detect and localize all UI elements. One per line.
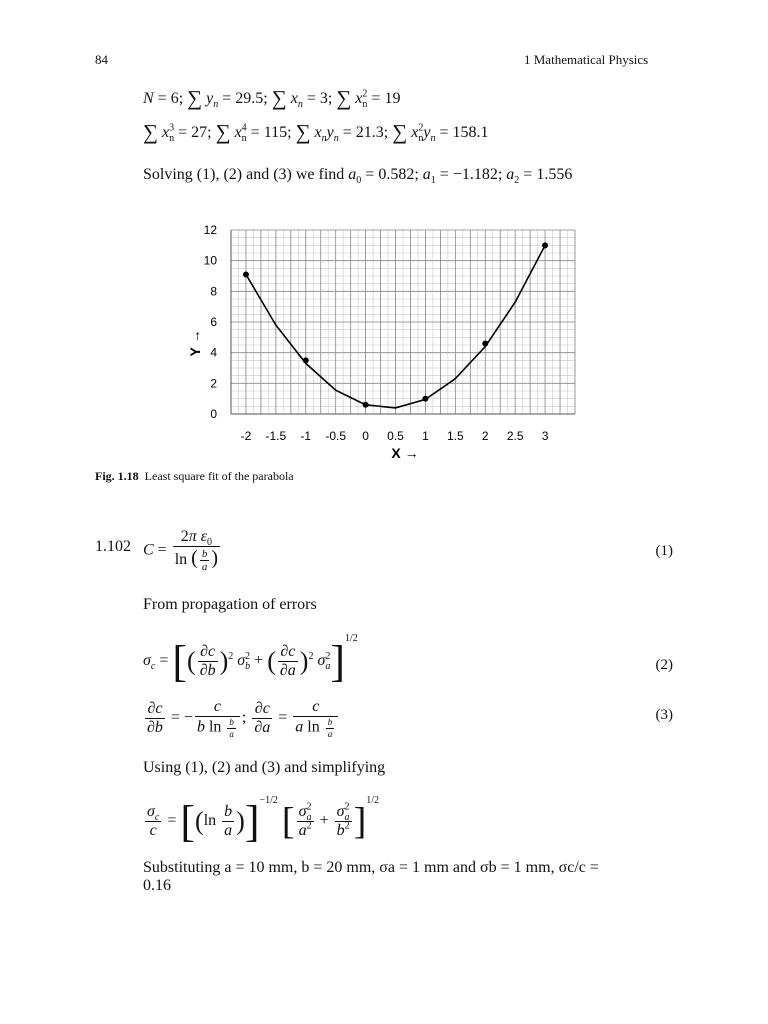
equation-sigma-c: $\sigma_c$ = [( $\frac{\partial c}{\partial b}$ )$^2$ $\sigma^2_b$ + ( $\frac{\partial c}{\partial a}$ )$^2$ $\sigma^2_a]^{1/2}$: [143, 633, 358, 686]
data-point: [482, 340, 488, 346]
data-point: [303, 357, 309, 363]
x-tick-label: 2.5: [506, 429, 524, 443]
equation-tag-1: (1): [655, 543, 673, 559]
y-tick-labels: [204, 223, 218, 421]
y-tick-label: 0: [210, 407, 217, 421]
x-tick-label: 1.5: [447, 429, 464, 443]
equation-partials: $\frac{\partial c}{\partial b}$ = − c b ln $\frac{b}{a}$ ; $\frac{\partial c}{\partial a}$ = c a ln $\frac{b}{a}$: [143, 698, 340, 739]
y-tick-label: 8: [210, 284, 217, 299]
page-number: 84: [95, 52, 108, 67]
x-tick-label: 0: [362, 429, 369, 443]
y-axis-label: Y →: [187, 329, 203, 357]
result-text: Substituting a = 10 mm, b = 20 mm, σa = 1 mm and σb = 1 mm, σc/c =: [143, 859, 599, 876]
equation-tag-3: (3): [655, 707, 673, 723]
x-tick-label: -1.5: [265, 429, 287, 443]
x-tick-label: 2: [481, 429, 489, 443]
x-tick-label: -2: [240, 429, 252, 443]
text-propagation: From propagation of errors: [143, 596, 317, 613]
y-tick-label: 12: [203, 223, 217, 237]
text-using: Using (1), (2) and (3) and simplifying: [143, 759, 386, 776]
parabola-fit-chart: [185, 218, 585, 468]
equation-capacitance: C = 2π $\varepsilon_0$ ln ( $\frac{b}{a}$ ): [143, 528, 218, 574]
x-axis-label: X →: [391, 445, 419, 461]
x-tick-label: 0.5: [387, 429, 404, 443]
data-point: [363, 402, 369, 408]
solution-line: Solving (1), (2) and (3) we find $a_0 = 0.582$; $a_1 = -1.182$; $a_2 = 1.556$: [143, 166, 573, 187]
x-tick-label: 3: [541, 429, 549, 443]
sums-line-2: ∑ $x^3_n = 27$; ∑ $x^4_n = 115$; ∑ $x_ny_n = 21.3$; ∑ $x^2_ny_n = 158.1$: [143, 120, 489, 145]
y-tick-label: 4: [210, 345, 217, 360]
y-tick-label: 6: [210, 315, 217, 329]
running-title: 1 Mathematical Physics: [524, 52, 649, 67]
sums-line-1: N = 6; ∑ $y_n = 29.5$; ∑ $x_n = 3$; ∑ $x^2_n = 19$: [143, 86, 401, 111]
data-point: [422, 396, 428, 402]
equation-relative-error: $\frac{\sigma_c}{c}$ = [(ln $\frac{b}{a}$ )]$^{-1/2}$ [ $\frac{\sigma^2_a}{a^2}$ + $\frac{\sigma^2_a}{b^2}$ ]$^{1/2}$: [147, 795, 380, 846]
data-point: [542, 242, 548, 248]
x-tick-label: 1: [422, 429, 429, 443]
x-tick-labels: [241, 429, 549, 443]
y-tick-label: 10: [203, 253, 217, 268]
result-value: 0.16: [143, 877, 171, 894]
figure-caption: Fig. 1.18 Least square fit of the parabola: [95, 469, 294, 483]
x-tick-label: -0.5: [325, 429, 347, 443]
data-point: [243, 271, 249, 277]
y-tick-label: 2: [210, 376, 217, 391]
x-tick-label: -1: [300, 429, 312, 443]
equation-tag-2: (2): [655, 657, 673, 673]
problem-number: 1.102: [95, 538, 131, 555]
